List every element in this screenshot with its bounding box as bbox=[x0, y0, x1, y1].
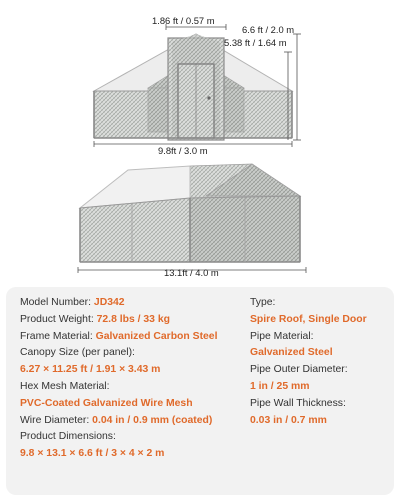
spec-hex-mesh-value bbox=[20, 396, 240, 413]
spec-pipe-wall-value bbox=[250, 413, 390, 430]
spec-label: Model Number: bbox=[20, 297, 94, 308]
spec-value: 0.04 in / 0.9 mm (coated) bbox=[92, 414, 213, 426]
spec-value: 72.8 lbs / 33 kg bbox=[96, 313, 170, 325]
spec-label: Product Dimensions: bbox=[20, 431, 116, 443]
spec-canopy-size-value bbox=[20, 362, 240, 379]
spec-wire-diameter bbox=[20, 413, 240, 430]
spec-value: 6.27 × 11.25 ft / 1.91 × 3.43 m bbox=[20, 364, 161, 376]
spec-label: Wire Diameter: bbox=[20, 414, 93, 426]
spec-label: Type: bbox=[250, 297, 276, 308]
spec-label: Pipe Outer Diameter: bbox=[250, 364, 348, 376]
spec-product-dimensions-value bbox=[20, 446, 240, 463]
wall-height-label: 5.38 ft / 1.64 m bbox=[224, 37, 287, 48]
spec-column-left bbox=[20, 295, 240, 463]
spec-label: Pipe Material: bbox=[250, 330, 314, 342]
spec-pipe-material-label bbox=[250, 329, 390, 346]
width-dimension-label: 9.8ft / 3.0 m bbox=[158, 145, 208, 156]
spec-label: Frame Material: bbox=[20, 330, 96, 342]
length-dimension-label: 13.1ft / 4.0 m bbox=[164, 267, 219, 278]
perspective-view-coop bbox=[80, 164, 300, 262]
spec-label: Canopy Size (per panel): bbox=[20, 347, 135, 359]
spec-pipe-outer-value bbox=[250, 379, 390, 396]
spec-label: Hex Mesh Material: bbox=[20, 380, 110, 392]
spec-value: 9.8 × 13.1 × 6.6 ft / 3 × 4 × 2 m bbox=[20, 448, 165, 460]
spec-pipe-wall-label bbox=[250, 396, 390, 413]
spec-pipe-material-value bbox=[250, 345, 390, 362]
spec-value: Spire Roof, Single Door bbox=[250, 313, 367, 325]
spec-label: Product Weight: bbox=[20, 313, 97, 325]
spec-canopy-size-label bbox=[20, 345, 240, 362]
spec-column-right bbox=[250, 295, 390, 429]
spec-product-weight bbox=[20, 312, 240, 329]
spec-frame-material bbox=[20, 329, 240, 346]
spec-panel bbox=[6, 287, 394, 495]
spec-value: JD342 bbox=[93, 297, 125, 308]
spec-label: Pipe Wall Thickness: bbox=[250, 397, 346, 409]
spec-pipe-outer-label bbox=[250, 362, 390, 379]
spec-model-number bbox=[20, 295, 240, 312]
spec-value: Galvanized Steel bbox=[250, 347, 333, 359]
spec-hex-mesh-label bbox=[20, 379, 240, 396]
spec-value: Galvanized Carbon Steel bbox=[95, 330, 218, 342]
spec-product-dimensions-label bbox=[20, 429, 240, 446]
spec-type-label bbox=[250, 295, 390, 312]
ridge-dimension-label: 1.86 ft / 0.57 m bbox=[152, 15, 215, 26]
spec-value: 1 in / 25 mm bbox=[250, 380, 310, 392]
spec-type-value bbox=[250, 312, 390, 329]
front-view-coop bbox=[94, 34, 292, 140]
spec-value: PVC-Coated Galvanized Wire Mesh bbox=[20, 397, 193, 409]
spec-value: 0.03 in / 0.7 mm bbox=[250, 414, 327, 426]
total-height-label: 6.6 ft / 2.0 m bbox=[242, 24, 295, 35]
